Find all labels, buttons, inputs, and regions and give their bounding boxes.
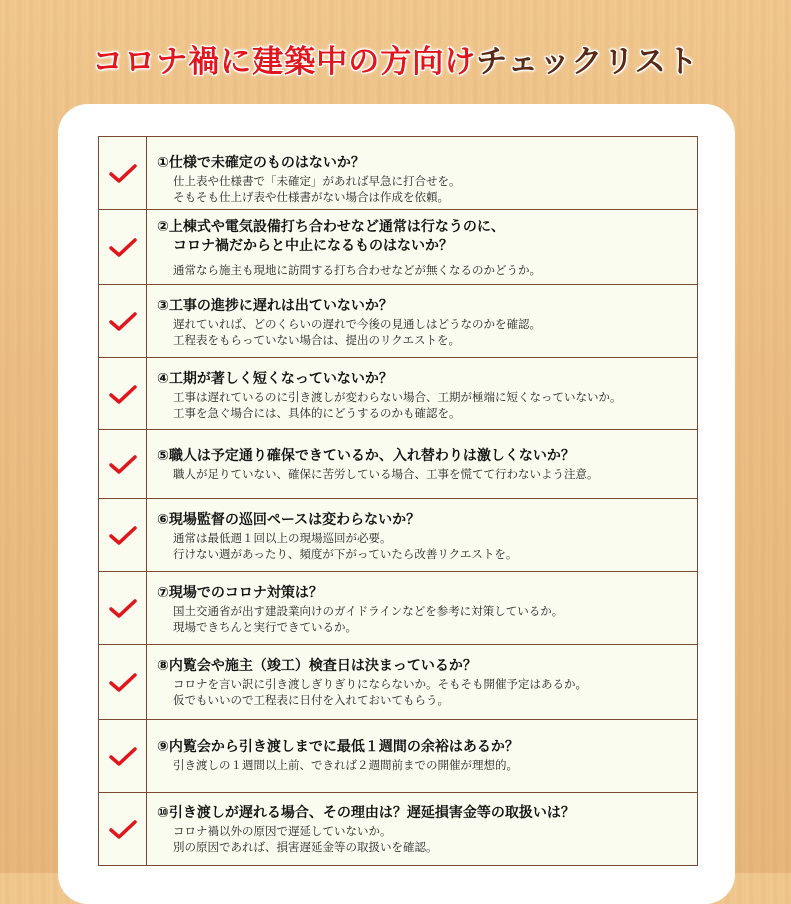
item-detail: 遅れていれば、どのくらいの遅れで今後の見通しはどうなのかを確認。 (173, 317, 541, 331)
item-detail: 工事を急ぐ場合には、具体的にどうするのかも確認を。 (173, 406, 461, 420)
item-question: ⑨内覧会から引き渡しまでに最低１週間の余裕はあるか？ (157, 739, 519, 755)
red-checkmark-icon (109, 671, 137, 693)
item-content (157, 137, 691, 209)
page-title (0, 36, 791, 81)
red-checkmark-icon (109, 818, 137, 840)
item-detail: 通常なら施主も現地に訪問する打ち合わせなどが無くなるのかどうか。 (173, 263, 541, 277)
checklist-row (99, 645, 697, 720)
item-detail: 工事は遅れているのに引き渡しが変わらない場合、工期が極端に短くなっていないか。 (173, 390, 622, 404)
item-detail: 国土交通省が出す建設業向けのガイドラインなどを参考に対策しているか。 (173, 604, 564, 618)
item-content (157, 210, 691, 284)
item-question: ④工期が著しく短くなっていないか？ (157, 371, 393, 387)
item-detail: 現場できちんと実行できているか。 (173, 620, 357, 634)
red-checkmark-icon (109, 524, 137, 546)
check-cell (99, 645, 147, 719)
item-question: ⑥現場監督の巡回ペースは変わらないか？ (157, 512, 421, 528)
title-main: コロナ禍に建築中の方向け (92, 44, 477, 80)
item-detail: 引き渡しの１週間以上前、できれば２週間前までの開催が理想的。 (173, 758, 518, 772)
item-content (157, 645, 691, 719)
item-question: ⑩引き渡しが遅れる場合、その理由は？遅延損害金等の取扱いは？ (157, 805, 575, 821)
item-detail: 工程表をもらっていない場合は、提出のリクエストを。 (173, 333, 461, 347)
item-question: ③工事の進捗に遅れは出ていないか？ (157, 298, 393, 314)
checklist-table (98, 136, 698, 866)
item-detail: 仕上表や仕様書で「未確定」があれば早急に打合せを。 (173, 174, 461, 188)
item-detail: 仮でもいいので工程表に日付を入れておいてもらう。 (173, 693, 449, 707)
item-detail: 別の原因であれば、損害遅延金等の取扱いを確認。 (173, 840, 438, 854)
check-cell (99, 137, 147, 209)
red-checkmark-icon (109, 453, 137, 475)
red-checkmark-icon (109, 383, 137, 405)
checklist-row (99, 793, 697, 865)
red-checkmark-icon (109, 745, 137, 767)
red-checkmark-icon (109, 162, 137, 184)
check-cell (99, 793, 147, 865)
item-content (157, 499, 691, 571)
check-cell (99, 285, 147, 357)
check-cell (99, 499, 147, 571)
item-detail: 通常は最低週１回以上の現場巡回が必要。 (173, 531, 392, 545)
checklist-row (99, 358, 697, 430)
red-checkmark-icon (109, 310, 137, 332)
check-cell (99, 572, 147, 644)
checklist-row (99, 720, 697, 793)
item-detail: コロナ禍以外の原因で遅延していないか。 (173, 824, 392, 838)
item-question: ⑦現場でのコロナ対策は？ (157, 585, 323, 601)
checklist-row (99, 572, 697, 645)
checklist-row (99, 210, 697, 285)
checklist-row (99, 285, 697, 358)
red-checkmark-icon (109, 236, 137, 258)
check-cell (99, 430, 147, 498)
item-content (157, 720, 691, 792)
check-cell (99, 720, 147, 792)
item-content (157, 793, 691, 865)
item-question: ①仕様で未確定のものはないか？ (157, 155, 365, 171)
item-detail: そもそも仕上げ表や仕様書がない場合は作成を依頼。 (173, 190, 449, 204)
checklist-row (99, 137, 697, 210)
item-question: ⑤職人は予定通り確保できているか、入れ替わりは激しくないか？ (157, 448, 575, 464)
item-detail: コロナを言い訳に引き渡しぎりぎりにならないか。そもそも開催予定はあるか。 (173, 677, 587, 691)
item-detail: 職人が足りていない、確保に苦労している場合、工事を慌てて行わないよう注意。 (173, 467, 599, 481)
item-detail: 行けない週があったり、頻度が下がっていたら改善リクエストを。 (173, 547, 518, 561)
item-question: ⑧内覧会や施主（竣工）検査日は決まっているか？ (157, 658, 477, 674)
item-content (157, 572, 691, 644)
item-content (157, 285, 691, 357)
checklist-row (99, 499, 697, 572)
title-suffix: チェックリスト (476, 44, 699, 80)
check-cell (99, 358, 147, 429)
check-cell (99, 210, 147, 284)
item-content (157, 358, 691, 429)
item-question-cont: コロナ禍だからと中止になるものはないか？ (173, 238, 453, 254)
checklist-row (99, 430, 697, 499)
item-question: ②上棟式や電気設備打ち合わせなど通常は行なうのに、 (157, 219, 505, 235)
item-content (157, 430, 691, 498)
red-checkmark-icon (109, 597, 137, 619)
